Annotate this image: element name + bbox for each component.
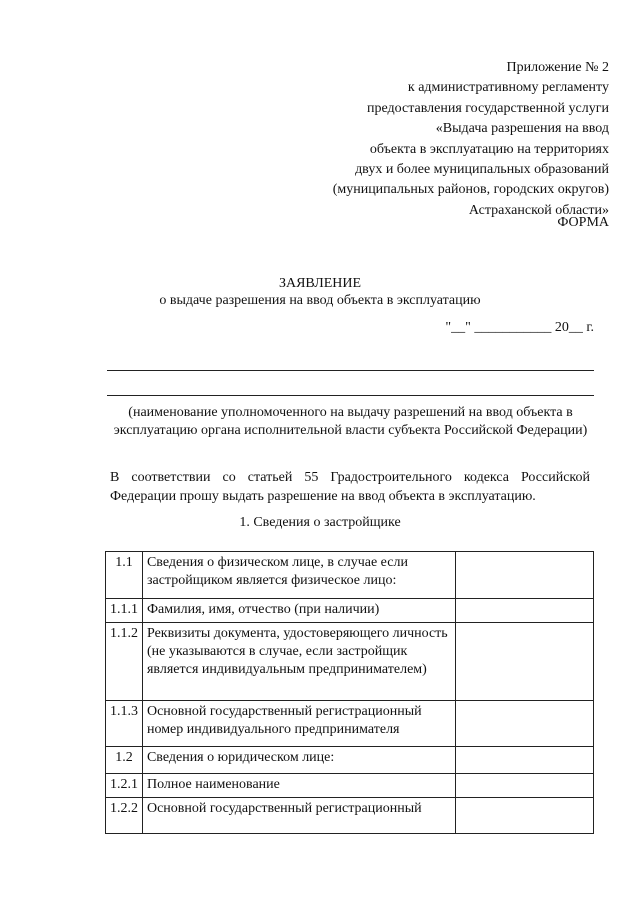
row-value-cell[interactable]	[455, 798, 593, 834]
table-row	[106, 701, 594, 747]
row-label: Реквизиты документа, удостоверяющего личность (не указываются в случае, если застройщик является индивидуальным предпринимателем)	[142, 623, 455, 701]
section-title: 1. Сведения о застройщике	[239, 515, 401, 530]
form-label: ФОРМА	[557, 215, 609, 230]
table-row	[106, 599, 594, 623]
appendix-line: Астраханской области»	[468, 202, 609, 218]
row-label: Сведения о физическом лице, в случае если застройщиком является физическое лицо:	[142, 552, 455, 599]
row-value-cell[interactable]	[455, 623, 593, 701]
appendix-header	[229, 58, 609, 221]
row-number: 1.2.1	[106, 774, 143, 798]
row-value-cell[interactable]	[455, 552, 593, 599]
table-row	[106, 552, 594, 599]
document-subtitle: о выдаче разрешения на ввод объекта в эксплуатацию	[159, 293, 481, 308]
row-label: Основной государственный регистрационный	[142, 798, 455, 834]
row-label: Сведения о юридическом лице:	[142, 747, 455, 774]
row-number: 1.1.3	[106, 701, 143, 747]
intro-paragraph: В соответствии со статьей 55 Градостроительного кодекса Российской Федерации прошу выдать разрешение на ввод объекта в эксплуатацию.	[110, 470, 590, 504]
authority-name-line[interactable]	[107, 395, 594, 396]
date-field[interactable]: "__" ___________ 20__ г.	[445, 320, 594, 335]
appendix-line: объекта в эксплуатацию на территориях	[369, 141, 609, 157]
row-label: Основной государственный регистрационный номер индивидуального предпринимателя	[142, 701, 455, 747]
table-row	[106, 774, 594, 798]
row-number: 1.1.1	[106, 599, 143, 623]
row-label: Фамилия, имя, отчество (при наличии)	[142, 599, 455, 623]
row-value-cell[interactable]	[455, 599, 593, 623]
row-number: 1.2	[106, 747, 143, 774]
appendix-line: (муниципальных районов, городских округов)	[332, 182, 609, 198]
appendix-line: предоставления государственной услуги	[367, 100, 609, 116]
appendix-line: двух и более муниципальных образований	[355, 162, 609, 178]
appendix-line: «Выдача разрешения на ввод	[435, 121, 609, 137]
appendix-line: Приложение № 2	[506, 60, 609, 75]
row-value-cell[interactable]	[455, 774, 593, 798]
authority-caption: (наименование уполномоченного на выдачу разрешений на ввод объекта в эксплуатацию органа исполнительной власти субъекта Российской Федерации)	[113, 405, 588, 438]
document-title: ЗАЯВЛЕНИЕ	[278, 276, 362, 291]
table-row	[106, 747, 594, 774]
table-row	[106, 623, 594, 701]
row-value-cell[interactable]	[455, 701, 593, 747]
authority-name-line[interactable]	[107, 370, 594, 371]
row-number: 1.1.2	[106, 623, 143, 701]
row-number: 1.2.2	[106, 798, 143, 834]
row-label: Полное наименование	[142, 774, 455, 798]
row-number: 1.1	[106, 552, 143, 599]
row-value-cell[interactable]	[455, 747, 593, 774]
table-row	[106, 798, 594, 834]
developer-info-table	[105, 551, 594, 834]
appendix-line: к административному регламенту	[407, 80, 609, 96]
